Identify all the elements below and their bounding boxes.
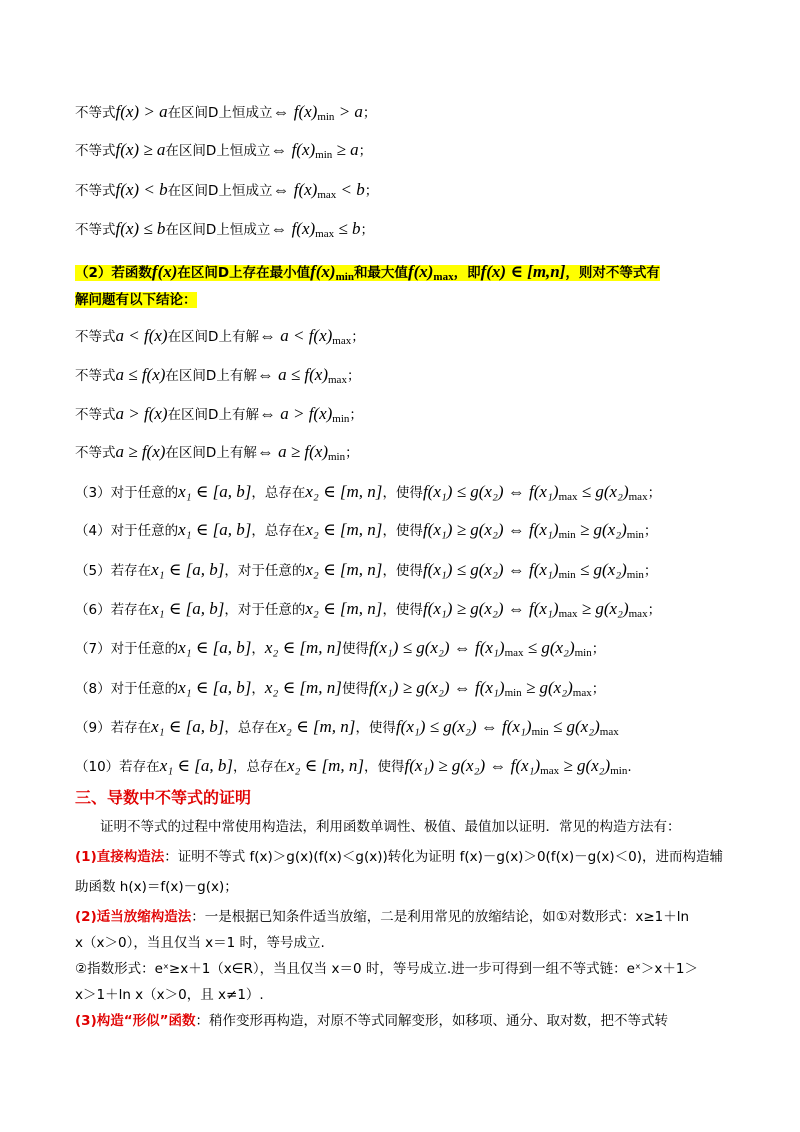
method-2: (2)适当放缩构造法：一是根据已知条件适当放缩，二是利用常见的放缩结论，如①对数形式：x≥1＋ln (75, 909, 690, 925)
method-1-cont: 助函数 h(x)＝f(x)－g(x)； (75, 879, 238, 895)
item-7: （7）对于任意的x₁ ∈ [a, b]，x₂ ∈ [m, n]使得f(x₁) ≤ g(x₂) ⇔ $f(x_1)_{max} \le g(x_2)_{min}$； (75, 638, 606, 659)
item-10: （10）若存在x₁ ∈ [a, b]，总存在x₂ ∈ [m, n]，使得f(x₁) ≥ g(x₂) ⇔ $f(x_1)_{max} \ge g(x_2)_{min}$. (75, 756, 632, 777)
method-2-exp-cont: x＞1＋ln x（x＞0，且 x≠1）. (75, 987, 264, 1003)
section-3-heading: 三、导数中不等式的证明 (75, 788, 252, 807)
item-5: （5）若存在x₁ ∈ [a, b]，对于任意的x₂ ∈ [m, n]，使得f(x₁) ≤ g(x₂) ⇔ $f(x_1)_{min} \le g(x_2)_{min}$； (75, 560, 658, 581)
section-3-intro: 证明不等式的过程中常使用构造法，利用函数单调性、极值、最值加以证明．常见的构造方法有： (100, 819, 681, 835)
item-6: （6）若存在x₁ ∈ [a, b]，对于任意的x₂ ∈ [m, n]，使得f(x₁) ≥ g(x₂) ⇔ $f(x_1)_{max} \ge g(x_2)_{max}$； (75, 599, 662, 620)
method-2-exp: ②指数形式：eˣ≥x＋1（x∈R），当且仅当 x＝0 时，等号成立.进一步可得到一组不等式链：eˣ＞x＋1＞ (75, 961, 698, 977)
item-8: （8）对于任意的x₁ ∈ [a, b]，x₂ ∈ [m, n]使得f(x₁) ≥ g(x₂) ⇔ $f(x_1)_{min} \ge g(x_2)_{max}$； (75, 678, 606, 699)
inequality-line-4: 不等式f(x) ≤ b在区间D上恒成立⇔ $f(x)_{max} \le b$； (75, 219, 374, 240)
solvable-line-4: 不等式a ≥ f(x)在区间D上有解⇔ $a \ge f(x)_{min}$； (75, 442, 359, 463)
method-3: (3)构造“形似”函数：稍作变形再构造，对原不等式同解变形，如移项、通分、取对数，把不等式转 (75, 1013, 668, 1029)
inequality-line-1: 不等式f(x) > a在区间D上恒成立⇔ $f(x)_{min} > a$； (75, 102, 377, 123)
section-2-statement-cont: 解问题有以下结论： (75, 292, 197, 308)
item-3: （3）对于任意的x₁ ∈ [a, b]，总存在x₂ ∈ [m, n]，使得f(x₁) ≤ g(x₂) ⇔ $f(x_1)_{max} \le g(x_2)_{max}$； (75, 482, 662, 503)
inequality-line-3: 不等式f(x) < b在区间D上恒成立⇔ $f(x)_{max} < b$； (75, 180, 379, 201)
item-9: （9）若存在x₁ ∈ [a, b]，总存在x₂ ∈ [m, n]，使得f(x₁) ≤ g(x₂) ⇔ $f(x_1)_{min} \le g(x_2)_{max}$ (75, 717, 619, 738)
method-2-cont: x（x＞0），当且仅当 x＝1 时，等号成立. (75, 935, 325, 951)
inequality-line-2: 不等式f(x) ≥ a在区间D上恒成立⇔ $f(x)_{min} \ge a$； (75, 140, 373, 161)
section-2-statement: （2）若函数f(x)在区间D上存在最小值$f(x)_{min}$和最大值$f(x)_{max}$，即f(x) ∈ [m,n]，则对不等式有 (75, 262, 660, 283)
item-4: （4）对于任意的x₁ ∈ [a, b]，总存在x₂ ∈ [m, n]，使得f(x₁) ≥ g(x₂) ⇔ $f(x_1)_{min} \ge g(x_2)_{min}$； (75, 520, 658, 541)
solvable-line-1: 不等式a < f(x)在区间D上有解⇔ $a < f(x)_{max}$； (75, 326, 365, 347)
solvable-line-3: 不等式a > f(x)在区间D上有解⇔ $a > f(x)_{min}$； (75, 404, 363, 425)
solvable-line-2: 不等式a ≤ f(x)在区间D上有解⇔ $a \le f(x)_{max}$； (75, 365, 361, 386)
method-1: (1)直接构造法：证明不等式 f(x)＞g(x)(f(x)＜g(x))转化为证明 f(x)－g(x)＞0(f(x)－g(x)＜0)，进而构造辅 (75, 849, 724, 865)
